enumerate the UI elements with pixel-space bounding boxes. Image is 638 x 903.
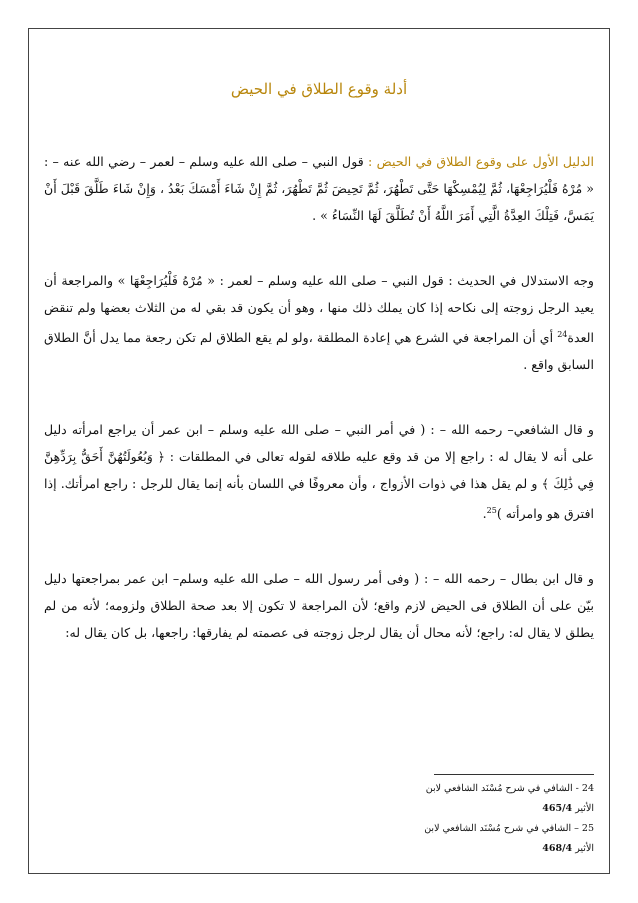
document-body bbox=[44, 80, 594, 684]
footnote-25: 25 – الشافي في شرح مُسْنَد الشافعي لابن الأثير 468/4 bbox=[424, 823, 594, 854]
footnote-24: 24 - الشافي في شرح مُسْنَد الشافعي لابن الأثير 465/4 bbox=[425, 783, 594, 814]
footnote-block bbox=[414, 774, 594, 859]
footnote-divider bbox=[434, 774, 594, 775]
page-title: أدلة وقوع الطلاق في الحيض bbox=[230, 80, 408, 98]
footnote-ref-25[interactable]: 25 bbox=[486, 506, 497, 516]
shafii-quote: و قال الشافعي– رحمه الله – : ( في أمر النبي – صلى الله عليه وسلم – ابن عمر أن يراجع امرأته دليل على أنه لا يقال له : راجع إلا من قد وقع عليه طلاقه لقوله تعالى في المطلقات : ﴿ وَبُعُولَتُهُنَّ أَحَقُّ بِرَدِّهِنَّ فِي ذَٰلِكَ ﴾ و لم يقل هذا في ذوات الأزواج ، وأن معروفًا في اللسان بأنه إنما يقال للرجل : راجع امرأتك. إذا افترق هو وامرأته ) bbox=[44, 422, 594, 522]
evidence-heading: الدليل الأول على وقوع الطلاق في الحيض : bbox=[368, 154, 594, 169]
evidence-text: قول النبي – صلى الله عليه وسلم – لعمر – رضي الله عنه – : « مُرْهُ فَلْيُرَاجِعْهَا، ثُمَّ لِيُمْسِكْهَا حَتَّى تَطْهُرَ، ثُمَّ تَحِيضَ ثُمَّ تَطْهُرَ، ثُمَّ إِنْ شَاءَ أَمْسَكَ بَعْدُ ، وَإِنْ شَاءَ طَلَّقَ قَبْلَ أَنْ يَمَسَّ، فَتِلْكَ العِدَّةُ الَّتِي أَمَرَ اللَّهُ أَنْ تُطَلَّقَ لَهَا النِّسَاءُ » . bbox=[44, 154, 594, 223]
footnotes bbox=[44, 774, 594, 859]
footnote-ref-24[interactable]: 24 bbox=[557, 330, 568, 339]
paragraph-shafii bbox=[44, 416, 594, 527]
paragraph-inference bbox=[44, 267, 594, 378]
paragraph-first-evidence bbox=[44, 148, 594, 229]
inference-text-end: أي أن المراجعة في الشرع هي إعادة المطلقة ،ولو لم يقع الطلاق لم تكن رجعة مما يدل أنَّ الطلاق السابق واقع . bbox=[44, 330, 594, 373]
paragraph-ibn-battal bbox=[44, 565, 594, 646]
ibn-battal-text: و قال ابن بطال – رحمه الله – : ( وفى أمر رسول الله – صلى الله عليه وسلم– ابن عمر بمراجعتها دليل بيّن على أن الطلاق فى الحيض لازم واقع؛ لأن المراجعة لا تكون إلا بعد صحة الطلاق ولزومه؛ لأنه من لم يطلق لا يقال له: راجع؛ لأنه محال أن يقال لرجل زوجته فى عصمته لم يفارقها: راجعها، بل كان يقال له: bbox=[44, 571, 594, 641]
shafii-end: . bbox=[482, 506, 487, 522]
inference-text-start: وجه الاستدلال في الحديث : قول النبي – صلى الله عليه وسلم – لعمر : « مُرْهُ فَلْيُرَاجِعْهَا » والمراجعة أن يعيد الرجل زوجته إلى نكاحه إذا كان يملك ذلك منها ، وهو أن يكون قد بقي له من الثلاث بعضها ولم تنقض العدة bbox=[44, 273, 594, 346]
